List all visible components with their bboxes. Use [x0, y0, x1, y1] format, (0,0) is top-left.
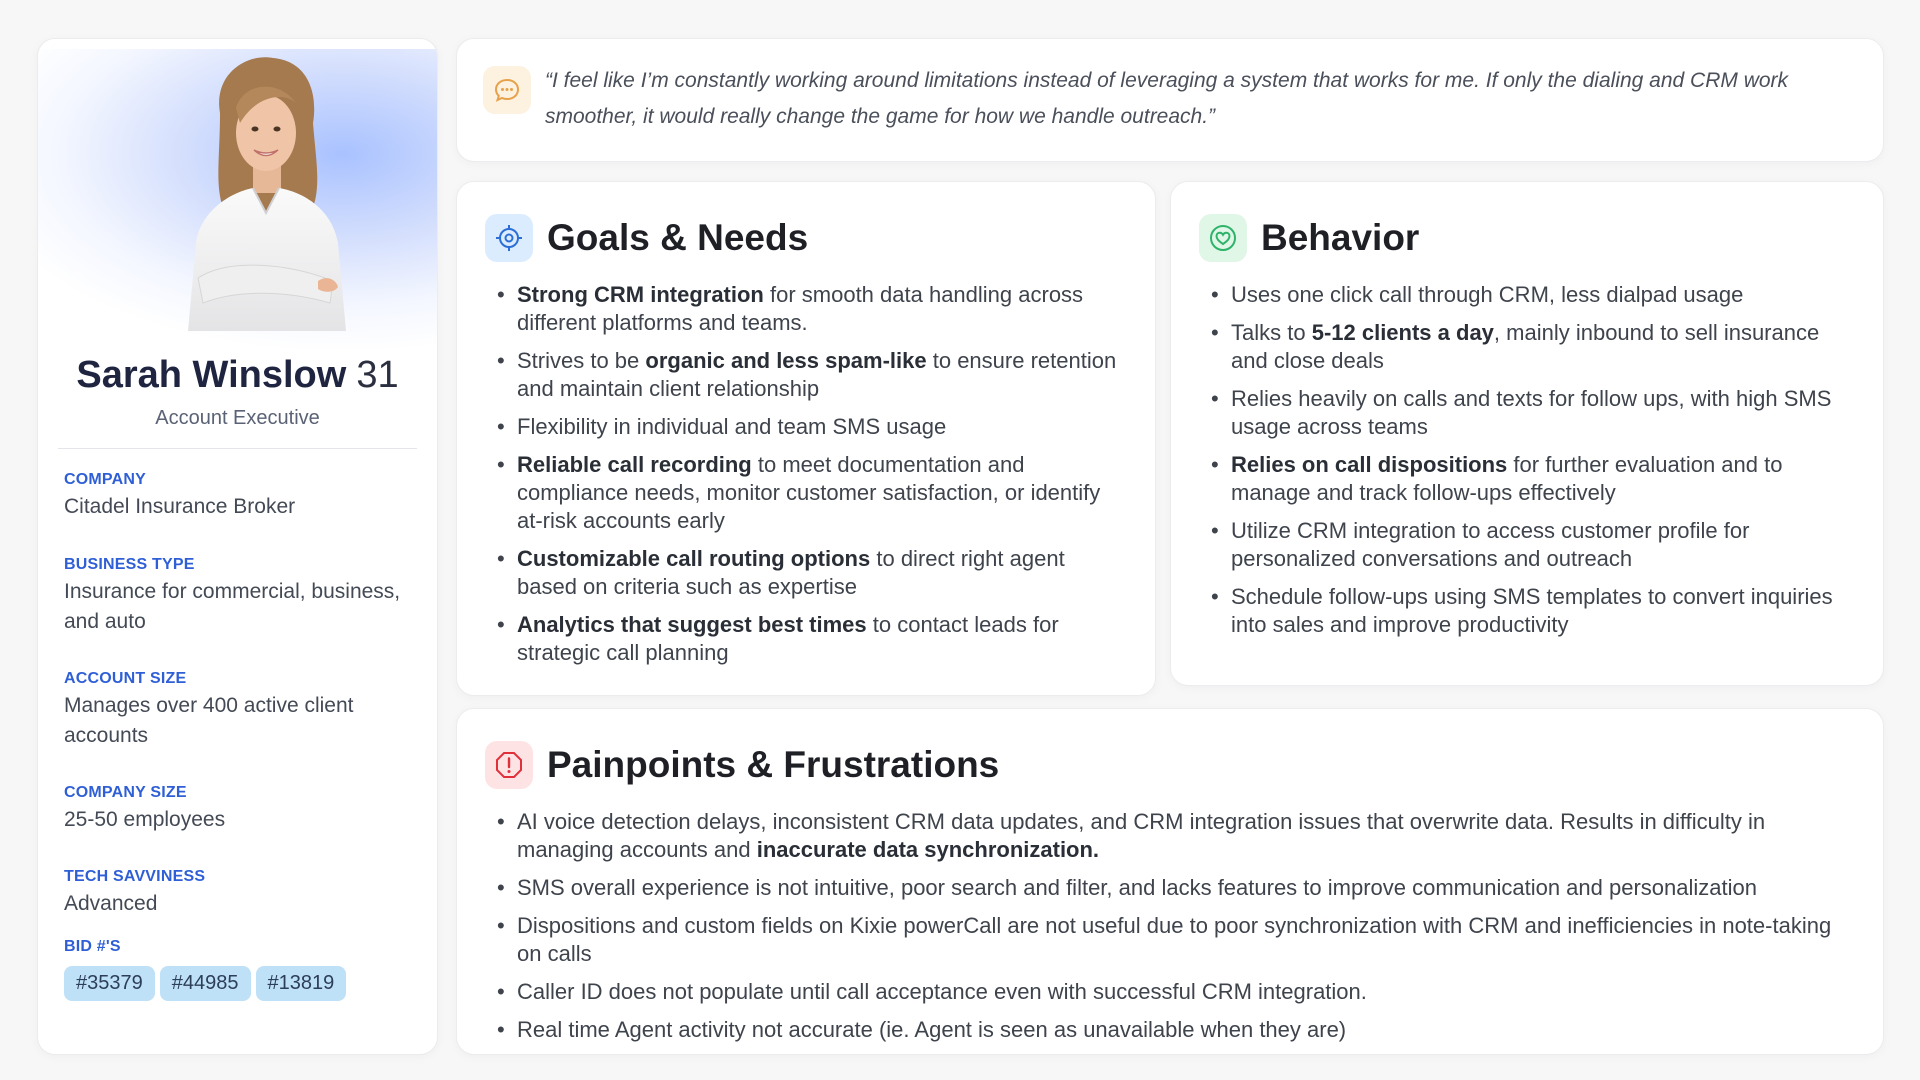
- persona-age: 31: [356, 354, 399, 396]
- behavior-card: [1170, 181, 1884, 686]
- painpoints-card: [456, 708, 1884, 1055]
- field-label: COMPANY SIZE: [64, 784, 187, 801]
- business-type-field: [64, 556, 417, 637]
- target-icon: [485, 214, 533, 262]
- field-label: BID #'S: [64, 938, 121, 955]
- list-item: • Strong CRM integration for smooth data handling across different platforms and teams.: [497, 281, 1125, 337]
- company-field: [64, 471, 417, 522]
- field-value: Advanced: [64, 892, 158, 915]
- profile-photo: [158, 53, 368, 331]
- persona-name: [38, 354, 437, 397]
- profile-card: [37, 38, 438, 1055]
- persona-name-text: Sarah Winslow: [76, 354, 347, 396]
- painpoints-list: [497, 808, 1853, 1054]
- goals-needs-card: [456, 181, 1156, 696]
- persona-role: Account Executive: [155, 407, 320, 429]
- list-item: • Schedule follow-ups using SMS templates to convert inquiries into sales and improve productivity: [1211, 583, 1853, 639]
- list-item: • Relies on call dispositions for further evaluation and to manage and track follow-ups effectively: [1211, 451, 1853, 507]
- bid-tags: [64, 966, 417, 1001]
- list-item: • Strives to be organic and less spam-like to ensure retention and maintain client relationship: [497, 347, 1125, 403]
- goals-list: [497, 281, 1125, 677]
- heart-icon: [1199, 214, 1247, 262]
- field-label: ACCOUNT SIZE: [64, 670, 187, 687]
- list-item: • Flexibility in individual and team SMS usage: [497, 413, 1125, 441]
- tech-savviness-field: [64, 868, 417, 919]
- list-item: • Uses one click call through CRM, less dialpad usage: [1211, 281, 1853, 309]
- account-size-field: [64, 670, 417, 751]
- bid-tag: #44985: [160, 966, 251, 1001]
- bid-field: [64, 938, 417, 1001]
- goals-header: [485, 214, 808, 262]
- profile-divider: [58, 448, 417, 449]
- list-item: • Utilize CRM integration to access customer profile for personalized conversations and outreach: [1211, 517, 1853, 573]
- field-label: BUSINESS TYPE: [64, 556, 195, 573]
- list-item: • SMS overall experience is not intuitive, poor search and filter, and lacks features to improve communication and personalization: [497, 874, 1853, 902]
- field-value: Manages over 400 active client accounts: [64, 694, 354, 747]
- list-item: • Dispositions and custom fields on Kixie powerCall are not useful due to poor synchronization with CRM and inefficiencies in note-taking on calls: [497, 912, 1853, 968]
- field-value: Citadel Insurance Broker: [64, 495, 296, 518]
- list-item: • Reliable call recording to meet documentation and compliance needs, monitor customer satisfaction, or identify at-risk accounts early: [497, 451, 1125, 535]
- persona-quote: “I feel like I’m constantly working around limitations instead of leveraging a system that works for me. If only the dialing and CRM work smoother, it would really change the game for how we handle outreach.”: [545, 69, 1789, 128]
- field-label: COMPANY: [64, 471, 146, 488]
- bid-tag: #35379: [64, 966, 155, 1001]
- section-title: Goals & Needs: [547, 217, 809, 258]
- quote-card: [456, 38, 1884, 162]
- alert-icon: [485, 741, 533, 789]
- section-title: Behavior: [1261, 217, 1420, 258]
- painpoints-header: [485, 741, 999, 789]
- list-item: • AI voice detection delays, inconsistent CRM data updates, and CRM integration issues that overwrite data. Results in difficulty in managing accounts and inaccurate data synchronization.: [497, 808, 1853, 864]
- behavior-list: [1211, 281, 1853, 649]
- list-item: • Analytics that suggest best times to contact leads for strategic call planning: [497, 611, 1125, 667]
- field-label: TECH SAVVINESS: [64, 868, 206, 885]
- list-item: • Customizable call routing options to direct right agent based on criteria such as expertise: [497, 545, 1125, 601]
- section-title: Painpoints & Frustrations: [547, 744, 1000, 785]
- chat-bubble-icon: [483, 66, 531, 114]
- bid-tag: #13819: [256, 966, 347, 1001]
- list-item: • Caller ID does not populate until call acceptance even with successful CRM integration.: [497, 978, 1853, 1006]
- list-item: • Talks to 5-12 clients a day, mainly inbound to sell insurance and close deals: [1211, 319, 1853, 375]
- field-value: 25-50 employees: [64, 808, 226, 831]
- field-value: Insurance for commercial, business, and auto: [64, 580, 401, 633]
- company-size-field: [64, 784, 417, 835]
- list-item: • Relies heavily on calls and texts for follow ups, with high SMS usage across teams: [1211, 385, 1853, 441]
- list-item: • Real time Agent activity not accurate (ie. Agent is seen as unavailable when they are): [497, 1016, 1853, 1044]
- behavior-header: [1199, 214, 1419, 262]
